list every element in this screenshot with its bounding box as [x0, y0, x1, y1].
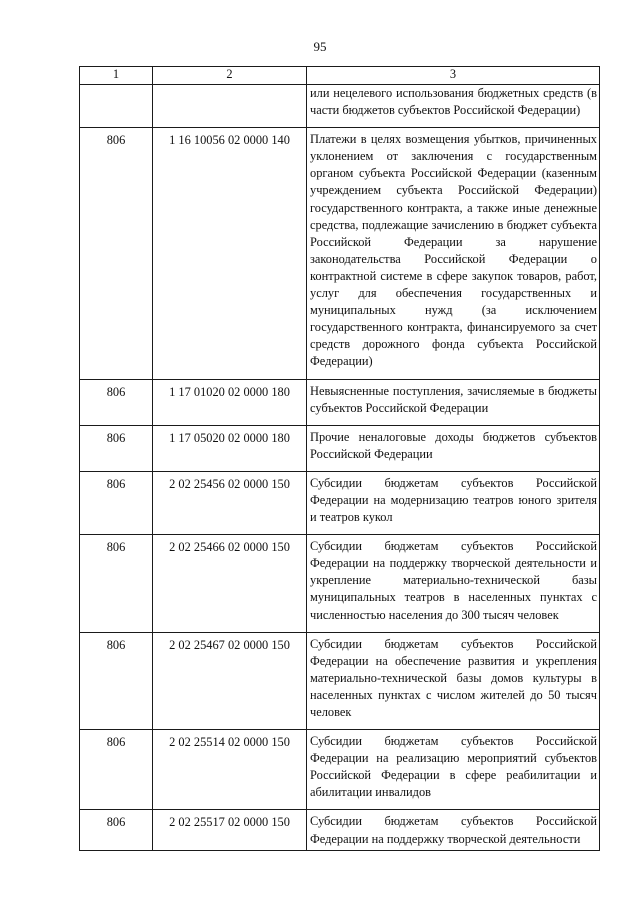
page-number: 95 [313, 39, 327, 54]
description-cell: Субсидии бюджетам субъектов Российской Федерации на реализацию мероприятий субъектов Российской Федерации в сфере реабилитации и абилитации инвалидов [307, 730, 600, 810]
column-header-1: 1 [80, 67, 153, 85]
admin-code-cell: 806 [80, 632, 153, 729]
column-header-2: 2 [153, 67, 307, 85]
budget-code-cell: 1 17 05020 02 0000 180 [153, 425, 307, 471]
table-row [80, 810, 600, 850]
table-row [80, 85, 600, 128]
admin-code-cell: 806 [80, 535, 153, 632]
table-row [80, 425, 600, 471]
budget-code-cell: 1 16 10056 02 0000 140 [153, 128, 307, 379]
description-cell: Платежи в целях возмещения убытков, причиненных уклонением от заключения с государственным органом субъекта Российской Федерации (казенным учреждением субъекта Российской Федерации) государственного контракта, а также иные денежные средства, подлежащие зачислению в бюджет субъекта Российской Федерации за нарушение законодательства Российской Федерации о контрактной системе в сфере закупок товаров, работ, услуг для обеспечения государственных и муниципальных нужд (за исключением государственного контракта, финансируемого за счет средств дорожного фонда субъекта Российской Федерации) [307, 128, 600, 379]
table-row [80, 471, 600, 534]
admin-code-cell: 806 [80, 128, 153, 379]
admin-code-cell: 806 [80, 810, 153, 850]
admin-code-cell: 806 [80, 425, 153, 471]
table-header-row [80, 67, 600, 85]
admin-code-cell: 806 [80, 471, 153, 534]
description-cell: Субсидии бюджетам субъектов Российской Федерации на обеспечение развития и укрепления материально-технической базы домов культуры в населенных пунктах с числом жителей до 50 тысяч человек [307, 632, 600, 729]
admin-code-cell: 806 [80, 379, 153, 425]
description-cell: Невыясненные поступления, зачисляемые в бюджеты субъектов Российской Федерации [307, 379, 600, 425]
admin-code-cell: 806 [80, 730, 153, 810]
budget-revenue-table [79, 66, 600, 851]
table-row [80, 535, 600, 632]
budget-code-cell: 2 02 25517 02 0000 150 [153, 810, 307, 850]
column-header-3: 3 [307, 67, 600, 85]
budget-code-cell: 2 02 25514 02 0000 150 [153, 730, 307, 810]
description-cell: или нецелевого использования бюджетных средств (в части бюджетов субъектов Российской Федерации) [307, 85, 600, 128]
budget-code-cell: 2 02 25466 02 0000 150 [153, 535, 307, 632]
description-cell: Прочие неналоговые доходы бюджетов субъектов Российской Федерации [307, 425, 600, 471]
budget-code-cell: 2 02 25467 02 0000 150 [153, 632, 307, 729]
description-cell: Субсидии бюджетам субъектов Российской Федерации на поддержку творческой деятельности [307, 810, 600, 850]
table-row [80, 632, 600, 729]
budget-code-cell: 1 17 01020 02 0000 180 [153, 379, 307, 425]
description-cell: Субсидии бюджетам субъектов Российской Федерации на поддержку творческой деятельности и укрепление материально-технической базы муниципальных театров в населенных пунктах с численностью населения до 300 тысяч человек [307, 535, 600, 632]
budget-code-cell [153, 85, 307, 128]
table-row [80, 730, 600, 810]
table-row [80, 128, 600, 379]
admin-code-cell [80, 85, 153, 128]
description-cell: Субсидии бюджетам субъектов Российской Федерации на модернизацию театров юного зрителя и театров кукол [307, 471, 600, 534]
budget-code-cell: 2 02 25456 02 0000 150 [153, 471, 307, 534]
table-row [80, 379, 600, 425]
